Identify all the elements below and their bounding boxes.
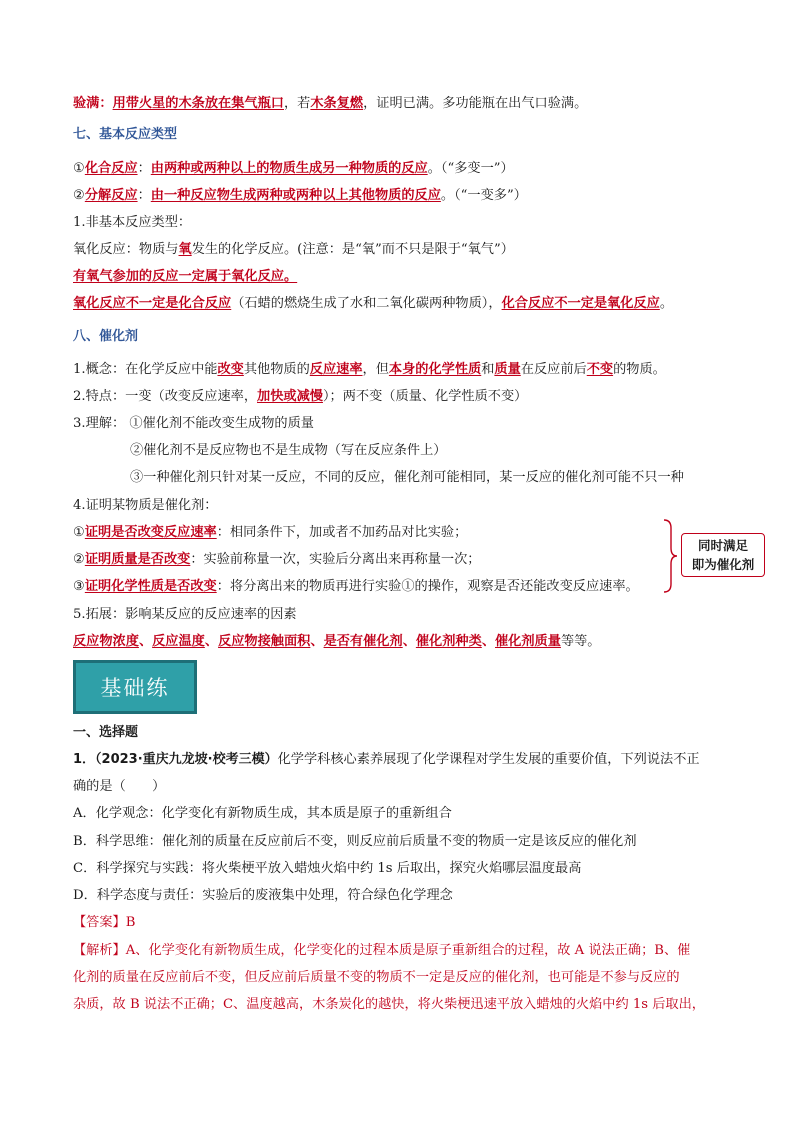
text-seg: ： [137,161,151,176]
text-seg: 氧化反应：物质与 [73,242,179,257]
text-seg: ，但 [362,362,389,377]
question-1-stem-cont: 确的是（ ） [73,779,166,794]
text-line-concept [73,361,666,379]
text-seg: 反应物接触面积 [218,634,311,649]
text-seg: 反应物浓度 [73,634,139,649]
explanation-line-2: 化剂的质量在反应前后不变，但反应前后质量不变的物质不一定是反应的催化剂，也可能是不参与反应的 [73,970,680,985]
section-heading-7: 七、基本反应类型 [73,127,178,142]
text-seg: 分解反应 [84,188,138,203]
text-seg: 质量 [494,362,521,377]
text-seg: ③ [73,579,85,594]
text-seg: ，证明已满。多功能瓶在出气口验满。 [363,96,588,111]
callout-line: 同时满足 [697,538,748,553]
question-1-stem [73,751,700,769]
answer-line: 【答案】B [73,915,136,930]
text-seg: ）；两不变（质量、化学性质不变） [322,389,528,404]
text-seg: 其他物质的 [243,362,310,377]
text-seg: 氧化反应不一定是化合反应 [73,296,232,311]
explanation-line-1: 【解析】A、化学变化有新物质生成，化学变化的过程本质是原子重新组合的过程，故 A 说法正确；B、催 [73,943,691,958]
text-seg: ：实验前称量一次，实验后分离出来再称量一次； [190,552,481,567]
text-seg: 加快或减慢 [257,389,323,404]
text-seg: 证明质量是否改变 [84,552,191,567]
text-seg: 证明是否改变反应速率 [84,525,217,540]
text-seg: 、 [481,634,495,649]
text-line-features [73,388,527,406]
text-line-oxidation-note [73,295,673,313]
section-choice-heading: 一、选择题 [73,725,139,740]
text-seg: 木条复燃 [310,96,364,111]
text-line-understanding-2: ②催化剂不是反应物也不是生成物（写在反应条件上） [130,443,447,458]
text-seg: 本身的化学性质 [388,362,482,377]
text-seg: 等等。 [560,634,601,649]
text-seg: 不变 [586,362,614,377]
question-source: （2023·重庆九龙坡·校考三模） [95,752,278,767]
text-seg: ① [73,525,85,540]
text-seg: 由一种反应物生成两种或两种以上其他物质的反应 [150,188,441,203]
text-seg: 改变 [217,362,244,377]
text-seg: 氧 [178,242,192,257]
text-seg: 和 [481,362,495,377]
text-seg: ② [73,552,85,567]
section-heading-8: 八、催化剂 [73,329,139,344]
question-number: 1． [73,752,96,767]
text-seg: 反应温度 [152,634,205,649]
text-line-prove: 4.证明某物质是催化剂： [73,498,218,513]
right-brace-icon [662,519,678,593]
text-seg: 2.特点：一变（改变反应速率， [73,389,258,404]
text-line-oxygen: 有氧气参加的反应一定属于氧化反应。 [73,269,298,284]
text-seg: 在反应前后 [520,362,587,377]
text-line-understanding-3: ③一种催化剂只针对某一反应，不同的反应，催化剂可能相同，某一反应的催化剂可能不只一种 [130,470,684,485]
text-seg: 1.概念：在化学反应中能 [73,362,218,377]
text-seg: 、 [204,634,219,649]
text-line-extension: 5.拓展：影响某反应的反应速率的因素 [73,607,297,622]
text-seg: ：将分离出来的物质再进行实验①的操作，观察是否还能改变反应速率。 [216,579,639,594]
explanation-line-3: 杂质，故 B 说法不正确；C、温度越高，木条炭化的越快，将火柴梗迅速平放入蜡烛的火焰中约 1s 后取出， [73,997,705,1012]
option-a: A．化学观念：化学变化有新物质生成，其本质是原子的重新组合 [73,806,452,821]
text-seg: ：相同条件下，加或者不加药品对比实验； [216,525,468,540]
text-seg: 证明化学性质是否改变 [84,579,217,594]
option-b: B．科学思维：催化剂的质量在反应前后不变，则反应前后质量不变的物质一定是该反应的催化剂 [73,834,637,849]
text-seg: 。（“多变一”） [427,161,514,176]
text-seg: （石蜡的燃烧生成了水和二氧化碳两种物质）， [231,296,502,311]
text-seg: 的物质。 [613,362,666,377]
text-line-verify [73,95,587,113]
text-seg: ： [137,188,151,203]
text-seg: 验满： [73,96,113,111]
text-seg: 反应速率 [309,362,363,377]
text-seg: 、 [138,634,153,649]
text-seg: 催化剂种类 [415,634,482,649]
text-seg: ① [73,161,85,176]
basic-practice-banner: 基础练 [73,660,197,714]
text-seg: 、 [310,634,324,649]
text-line-understanding-1: 3.理解： ①催化剂不能改变生成物的质量 [73,416,314,431]
text-seg: 由两种或两种以上的物质生成另一种物质的反应 [150,161,428,176]
text-seg: 发生的化学反应。(注意：是“氧”而不只是限于“氧气”） [191,242,514,257]
text-line-combination [73,160,514,178]
text-seg: 化合反应 [84,161,138,176]
text-line-prove-rate [73,524,467,542]
text-seg: 。（“一变多”） [440,188,527,203]
callout-line: 即为催化剂 [691,557,755,572]
text-line-nonbasic: 1.非基本反应类型： [73,215,192,230]
text-seg: 催化剂质量 [495,634,561,649]
option-c: C．科学探究与实践：将火柴梗平放入蜡烛火焰中约 1s 后取出，探究火焰哪层温度最高 [73,861,582,876]
option-d: D．科学态度与责任：实验后的废液集中处理，符合绿色化学理念 [73,888,453,903]
text-seg: 是否有催化剂 [323,634,403,649]
text-line-prove-mass [73,551,480,569]
question-text: 化学学科核心素养展现了化学课程对学生发展的重要价值，下列说法不正 [277,752,700,767]
text-line-decomposition [73,187,527,205]
text-seg: ，若 [284,96,311,111]
text-seg: ② [73,188,85,203]
text-seg: 。 [659,296,674,311]
text-seg: 用带火星的木条放在集气瓶口 [112,96,284,111]
text-seg: 、 [402,634,416,649]
text-line-factors [73,633,601,651]
catalyst-callout-box [681,533,765,577]
text-seg: 化合反应不一定是氧化反应 [501,296,660,311]
text-line-oxidation [73,241,514,259]
text-line-prove-property [73,578,639,596]
